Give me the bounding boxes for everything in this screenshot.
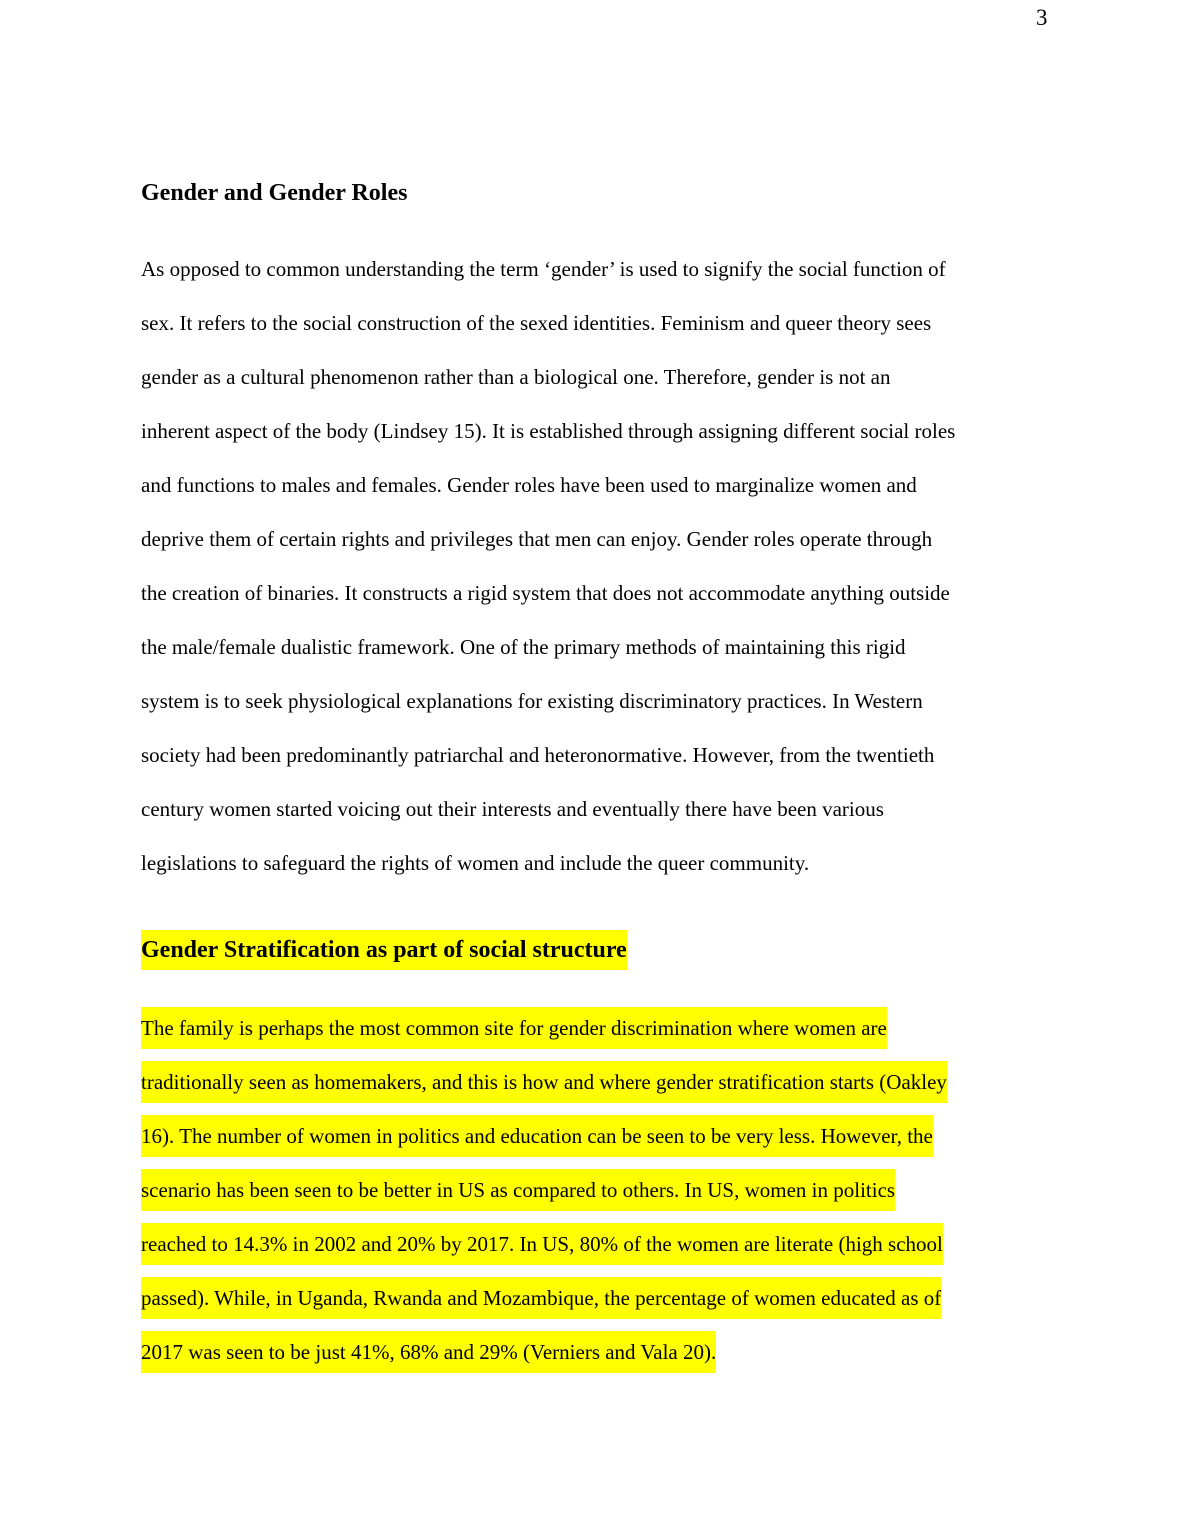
body-line: sex. It refers to the social construction of the sexed identities. Feminism and queer theory sees: [141, 311, 932, 335]
section-heading-gender-and-gender-roles: Gender and Gender Roles: [141, 180, 408, 206]
highlighted-line: [141, 1055, 1150, 1109]
body-line: and functions to males and females. Gender roles have been used to marginalize women and: [141, 473, 917, 497]
document-content: [0, 178, 1190, 1379]
highlighted-line: [141, 1163, 1150, 1217]
body-line: society had been predominantly patriarchal and heteronormative. However, from the twentieth: [141, 743, 935, 767]
body-line: gender as a cultural phenomenon rather than a biological one. Therefore, gender is not an: [141, 365, 891, 389]
highlighted-heading-text: Gender Stratification as part of social structure: [141, 930, 627, 970]
body-line: As opposed to common understanding the term ‘gender’ is used to signify the social function of: [141, 257, 946, 281]
paragraph-gender-and-gender-roles: [141, 242, 1150, 890]
highlighted-line-text: 2017 was seen to be just 41%, 68% and 29% (Verniers and Vala 20).: [141, 1331, 716, 1373]
highlighted-line: [141, 1109, 1150, 1163]
highlighted-line-text: The family is perhaps the most common site for gender discrimination where women are: [141, 1007, 887, 1049]
highlighted-line-text: 16). The number of women in politics and education can be seen to be very less. However, the: [141, 1115, 933, 1157]
section-heading-gender-stratification: [141, 935, 1150, 965]
body-line: inherent aspect of the body (Lindsey 15). It is established through assigning different social roles: [141, 419, 956, 443]
highlighted-line-text: reached to 14.3% in 2002 and 20% by 2017. In US, 80% of the women are literate (high school: [141, 1223, 943, 1265]
highlighted-line: [141, 1271, 1150, 1325]
page-number: 3: [1036, 5, 1048, 30]
highlighted-line: [141, 1001, 1150, 1055]
highlighted-line: [141, 1217, 1150, 1271]
body-line: system is to seek physiological explanations for existing discriminatory practices. In Western: [141, 689, 923, 713]
body-line: the creation of binaries. It constructs a rigid system that does not accommodate anything outside: [141, 581, 950, 605]
body-line: deprive them of certain rights and privileges that men can enjoy. Gender roles operate through: [141, 527, 933, 551]
highlighted-line-text: traditionally seen as homemakers, and this is how and where gender stratification starts (Oakley: [141, 1061, 947, 1103]
highlighted-line-text: passed). While, in Uganda, Rwanda and Mozambique, the percentage of women educated as of: [141, 1277, 941, 1319]
body-line: the male/female dualistic framework. One of the primary methods of maintaining this rigid: [141, 635, 906, 659]
highlighted-line-text: scenario has been seen to be better in US as compared to others. In US, women in politics: [141, 1169, 895, 1211]
paragraph-gender-stratification: [141, 1001, 1150, 1379]
highlighted-line: [141, 1325, 1150, 1379]
body-line: century women started voicing out their interests and eventually there have been various: [141, 797, 884, 821]
body-line: legislations to safeguard the rights of women and include the queer community.: [141, 851, 810, 875]
